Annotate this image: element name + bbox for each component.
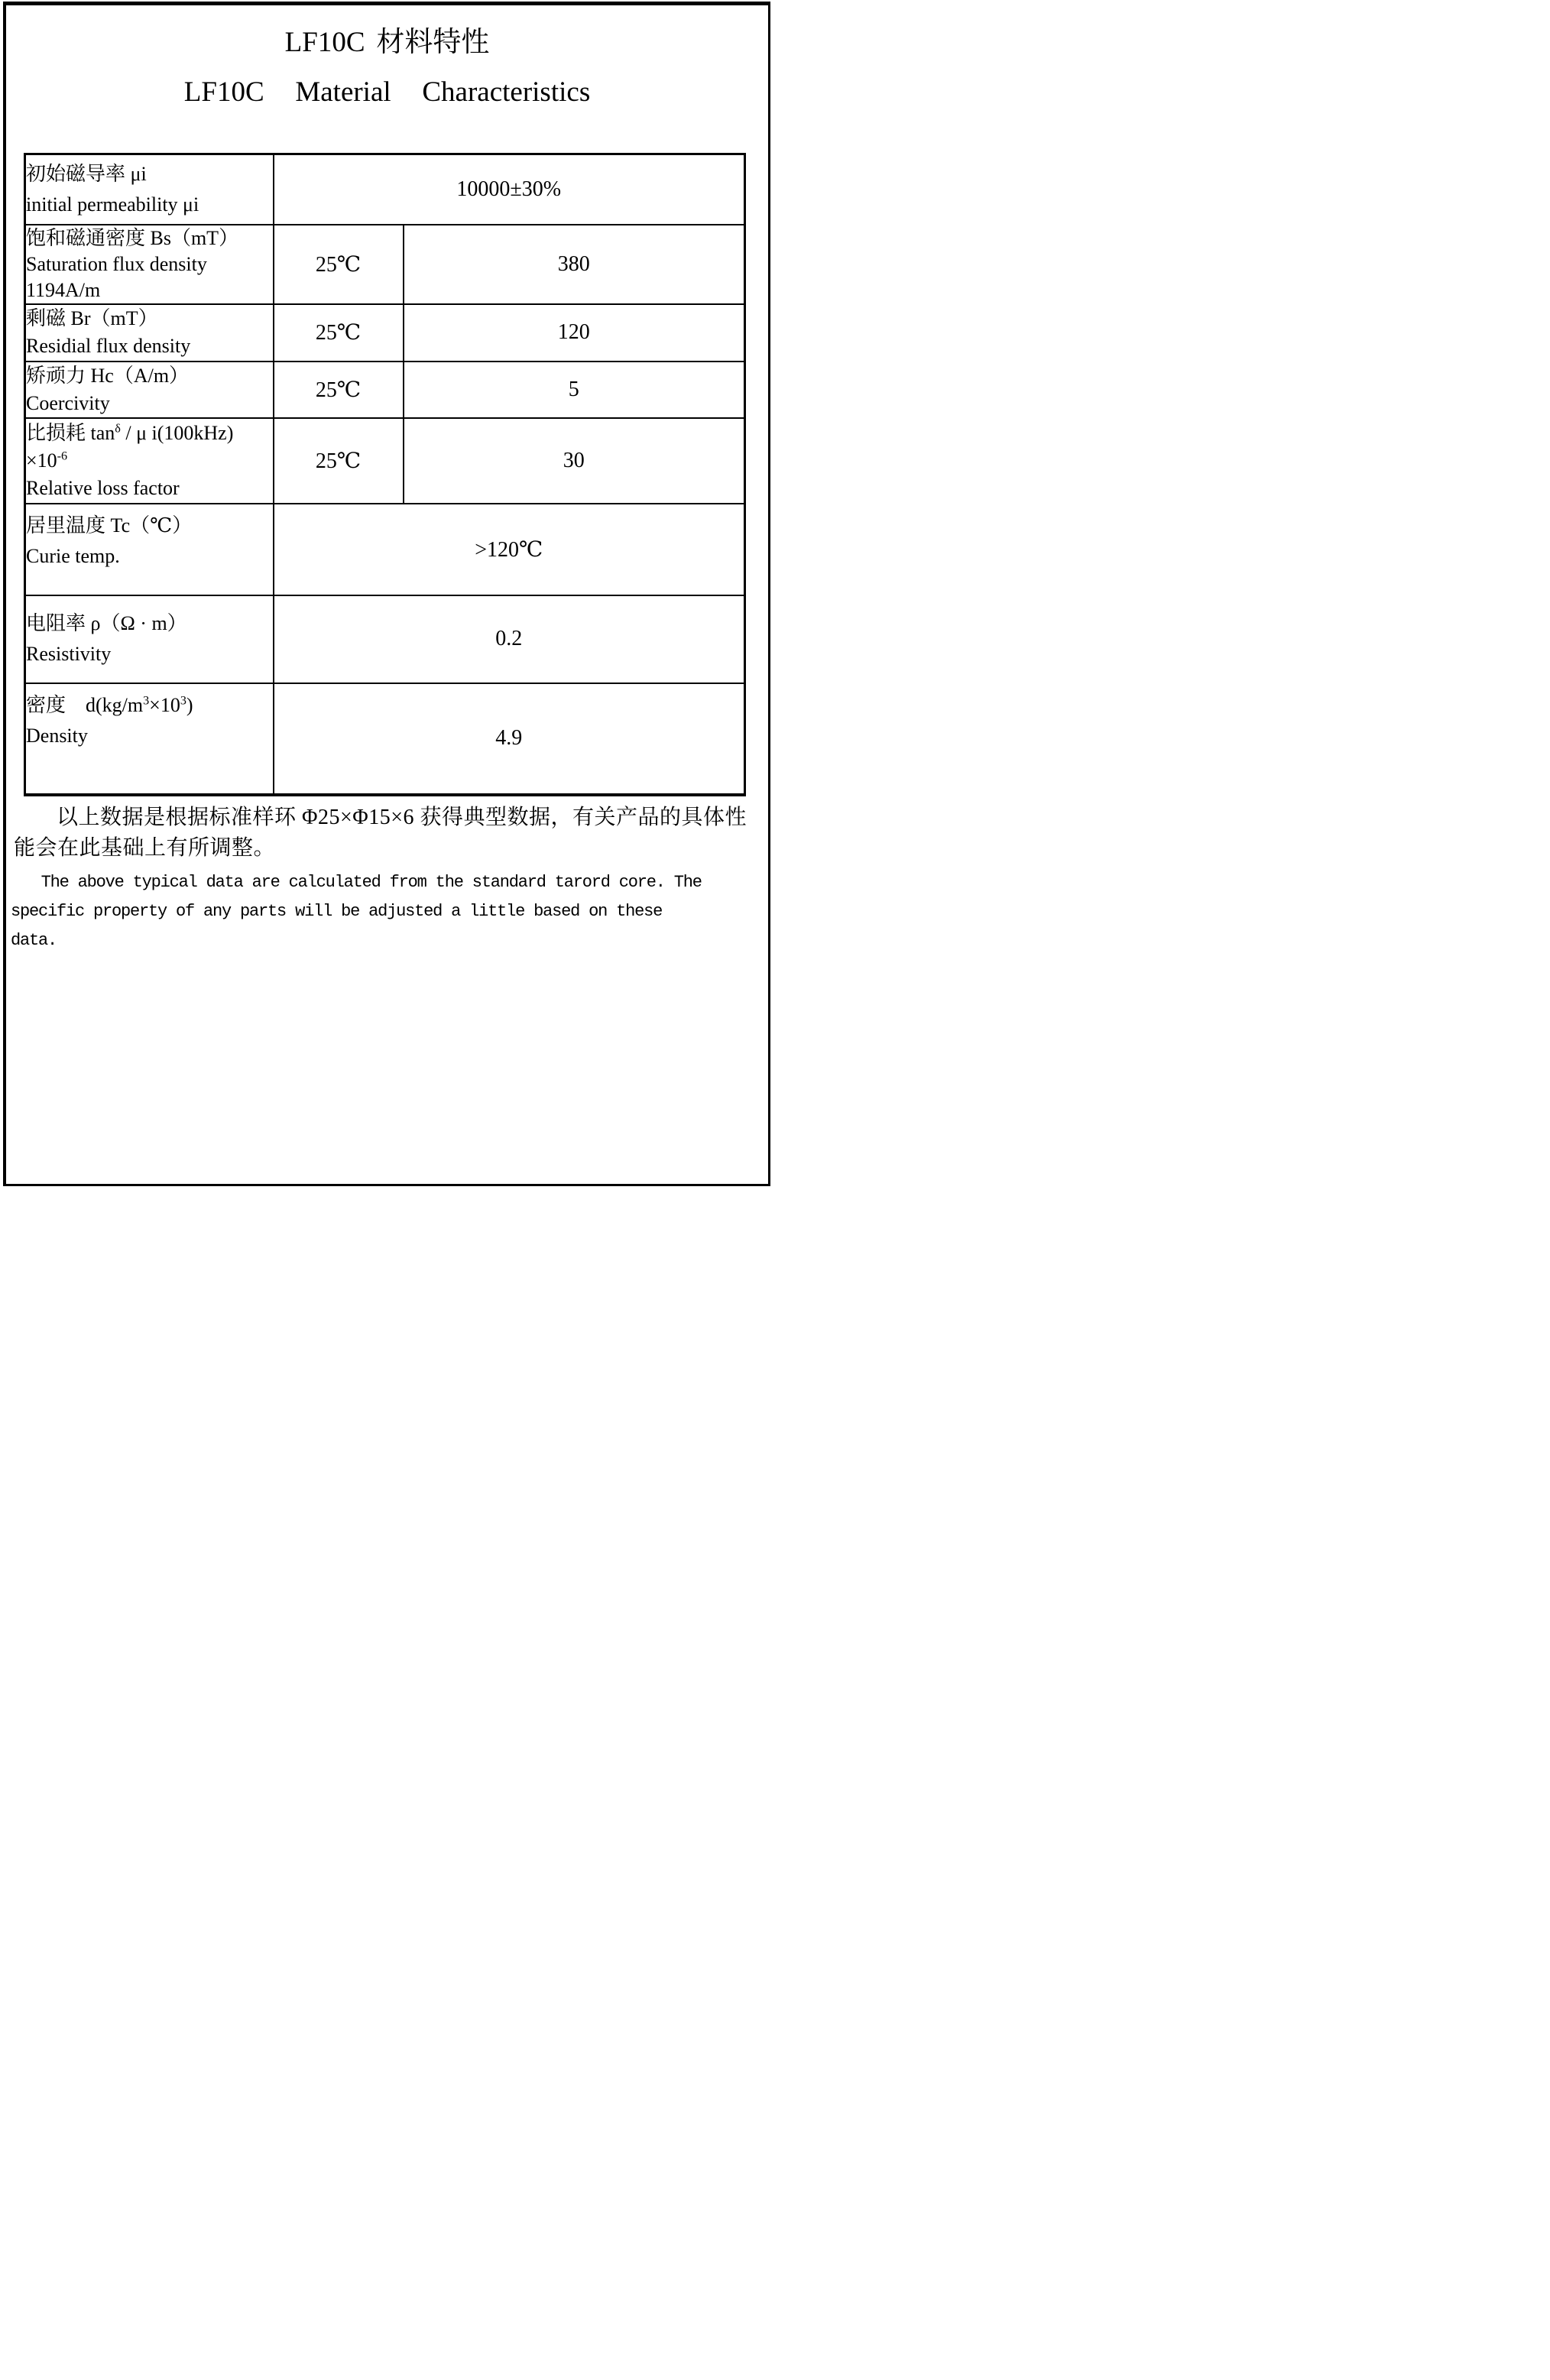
value-cell: >120℃ xyxy=(274,504,745,595)
row-label-line: Saturation flux density xyxy=(26,252,207,275)
table-row-density xyxy=(25,683,745,795)
superscript: -6 xyxy=(57,449,68,462)
superscript: 3 xyxy=(180,693,186,707)
value-cell: 380 xyxy=(404,225,745,304)
value-cell: 0.2 xyxy=(274,595,745,683)
superscript: δ xyxy=(115,421,121,435)
table-row-saturation-flux-density xyxy=(25,225,745,304)
row-label-line: Residial flux density xyxy=(26,335,191,357)
row-label-line: 密度 $d(kg/m^3\times 10^3)$ xyxy=(26,693,193,716)
temp-condition-cell: 25℃ xyxy=(274,225,404,304)
note-english xyxy=(11,868,764,955)
note-english-line: specific property of any parts will be adjusted a little based on these xyxy=(11,901,663,921)
row-label-cell xyxy=(25,595,274,683)
row-label-line: 饱和磁通密度 Bs（mT） xyxy=(26,226,239,249)
row-label-cell xyxy=(25,683,274,795)
value-cell: 10000±30% xyxy=(274,154,745,225)
note-chinese xyxy=(14,803,760,864)
row-label-line: 剩磁 Br（mT） xyxy=(26,307,158,329)
datasheet-page xyxy=(0,0,775,1190)
table-row-curie-temperature xyxy=(25,504,745,595)
note-english-line: The above typical data are calculated from the standard tarord core. The xyxy=(41,872,702,892)
table-row-initial-permeability xyxy=(25,154,745,225)
note-chinese-line: 能会在此基础上有所调整。 xyxy=(14,835,276,860)
row-label-line: initial permeability μi xyxy=(26,193,199,216)
row-label-line: $\times 10^{-6}$ xyxy=(26,449,68,472)
table-row-relative-loss-factor xyxy=(25,418,745,504)
row-label-cell xyxy=(25,304,274,362)
row-label-line: 比损耗 $\tan^\delta$ / μ i(100kHz) xyxy=(26,421,234,444)
row-label-line: 居里温度 Tc（℃） xyxy=(26,514,193,537)
table-row-coercivity xyxy=(25,362,745,418)
row-label-line: Coercivity xyxy=(26,391,110,414)
row-label-line: Density xyxy=(26,724,88,747)
temp-condition-cell: 25℃ xyxy=(274,304,404,362)
note-chinese-line: 以上数据是根据标准样环 Φ25×Φ15×6 获得典型数据，有关产品的具体性 xyxy=(57,805,747,829)
value-cell: 120 xyxy=(404,304,745,362)
row-label-cell xyxy=(25,362,274,418)
row-label-line: 1194A/m xyxy=(26,278,101,301)
table-row-resistivity xyxy=(25,595,745,683)
temp-condition-cell: 25℃ xyxy=(274,418,404,504)
page-border xyxy=(3,2,770,1186)
row-label-line: Resistivity xyxy=(26,642,112,665)
row-label-line: Curie temp. xyxy=(26,544,120,567)
row-label-line: 矫顽力 Hc（A/m） xyxy=(26,364,190,387)
page-title-english: LF10C Material Characteristics xyxy=(183,76,591,108)
row-label-line: 初始磁导率 μi xyxy=(26,162,147,185)
value-cell: 5 xyxy=(404,362,745,418)
note-english-line: data. xyxy=(11,930,57,950)
value-cell: 30 xyxy=(404,418,745,504)
table-row-residual-flux-density xyxy=(25,304,745,362)
row-label-line: Relative loss factor xyxy=(26,476,180,499)
row-label-cell xyxy=(25,225,274,304)
row-label-line: 电阻率 ρ（Ω · m） xyxy=(26,611,187,634)
characteristics-table xyxy=(24,153,746,796)
row-label-cell xyxy=(25,418,274,504)
row-label-cell xyxy=(25,504,274,595)
page-title-chinese: LF10C 材料特性 xyxy=(284,27,490,58)
row-label-cell xyxy=(25,154,274,225)
superscript: 3 xyxy=(143,693,150,707)
temp-condition-cell: 25℃ xyxy=(274,362,404,418)
value-cell: 4.9 xyxy=(274,683,745,795)
